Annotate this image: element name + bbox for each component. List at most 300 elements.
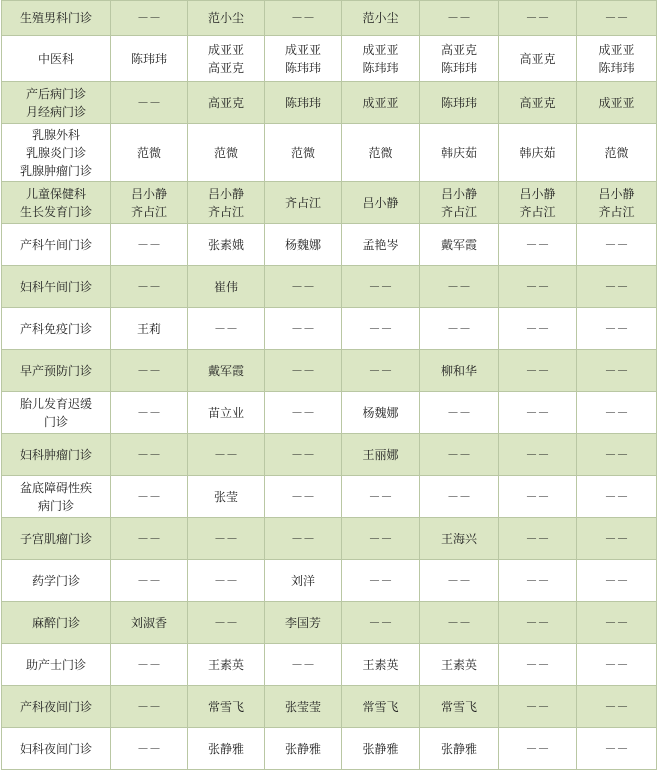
doctor-cell: [577, 644, 657, 686]
doctor-cell: [577, 266, 657, 308]
department-cell: [2, 308, 111, 350]
doctor-name: －－: [525, 741, 550, 756]
doctor-cell: [420, 434, 499, 476]
department-name: 妇科夜间门诊: [19, 741, 92, 756]
doctor-name: －－: [290, 321, 315, 336]
table-row: [2, 728, 657, 770]
doctor-name: 范微: [213, 145, 238, 160]
department-name: 麻醉门诊: [31, 615, 80, 630]
doctor-cell: [111, 434, 188, 476]
doctor-name: －－: [213, 615, 238, 630]
doctor-name: 戴军霞: [440, 237, 477, 252]
department-cell: [2, 36, 111, 82]
doctor-cell: [577, 308, 657, 350]
doctor-cell: [265, 1, 342, 36]
doctor-cell: [342, 728, 420, 770]
doctor-cell: [577, 560, 657, 602]
doctor-cell: [188, 350, 265, 392]
doctor-cell: [577, 224, 657, 266]
doctor-cell: [265, 560, 342, 602]
doctor-cell: [342, 266, 420, 308]
doctor-name: 张静雅: [284, 741, 321, 756]
department-cell: [2, 124, 111, 182]
doctor-name: 成亚亚: [362, 42, 399, 57]
doctor-cell: [111, 36, 188, 82]
doctor-name: 张莹莹: [284, 699, 321, 714]
doctor-cell: [499, 82, 577, 124]
doctor-name: 杨魏娜: [284, 237, 321, 252]
doctor-name: －－: [136, 447, 161, 462]
doctor-cell: [420, 644, 499, 686]
doctor-cell: [342, 124, 420, 182]
doctor-cell: [188, 602, 265, 644]
doctor-name: －－: [604, 11, 629, 25]
doctor-name: －－: [604, 657, 629, 672]
doctor-cell: [188, 434, 265, 476]
doctor-cell: [420, 602, 499, 644]
doctor-name: 成亚亚: [362, 95, 399, 110]
doctor-cell: [188, 266, 265, 308]
doctor-name: －－: [136, 699, 161, 714]
doctor-cell: [342, 182, 420, 224]
table-row: [2, 266, 657, 308]
doctor-name: 柳和华: [440, 363, 477, 378]
doctor-name: 齐占江: [519, 204, 556, 219]
doctor-name: 张静雅: [440, 741, 477, 756]
doctor-cell: [342, 434, 420, 476]
doctor-name: －－: [290, 405, 315, 420]
doctor-cell: [265, 124, 342, 182]
doctor-cell: [188, 36, 265, 82]
doctor-name: 高亚克: [440, 42, 477, 57]
doctor-name: 戴军霞: [207, 363, 244, 378]
doctor-name: －－: [368, 573, 393, 588]
doctor-cell: [420, 124, 499, 182]
doctor-name: －－: [136, 279, 161, 294]
doctor-name: －－: [368, 321, 393, 336]
table-row: [2, 182, 657, 224]
doctor-name: －－: [446, 447, 471, 462]
doctor-cell: [342, 82, 420, 124]
doctor-cell: [265, 350, 342, 392]
doctor-name: －－: [525, 447, 550, 462]
doctor-name: 成亚亚: [598, 42, 635, 57]
table-row: [2, 392, 657, 434]
doctor-cell: [577, 434, 657, 476]
department-cell: [2, 82, 111, 124]
doctor-name: 常雪飞: [440, 699, 477, 714]
department-cell: [2, 644, 111, 686]
doctor-cell: [420, 686, 499, 728]
doctor-cell: [265, 476, 342, 518]
doctor-name: －－: [604, 531, 629, 546]
table-row: [2, 434, 657, 476]
doctor-name: 成亚亚: [598, 95, 635, 110]
doctor-cell: [342, 686, 420, 728]
department-name: 乳腺外科: [31, 127, 80, 142]
doctor-cell: [111, 518, 188, 560]
doctor-name: －－: [368, 363, 393, 378]
doctor-name: 范微: [604, 145, 629, 160]
doctor-cell: [499, 392, 577, 434]
doctor-cell: [188, 392, 265, 434]
doctor-name: 范微: [290, 145, 315, 160]
department-name: 月经病门诊: [25, 104, 86, 119]
doctor-name: －－: [525, 573, 550, 588]
doctor-cell: [420, 36, 499, 82]
doctor-cell: [342, 36, 420, 82]
department-cell: [2, 1, 111, 36]
table-row: [2, 224, 657, 266]
department-name: 乳腺肿瘤门诊: [19, 163, 92, 178]
doctor-name: －－: [525, 531, 550, 546]
doctor-cell: [420, 392, 499, 434]
doctor-cell: [188, 124, 265, 182]
table-row: [2, 518, 657, 560]
doctor-name: 韩庆茹: [519, 145, 556, 160]
doctor-cell: [420, 476, 499, 518]
department-cell: [2, 560, 111, 602]
doctor-name: 陈玮玮: [284, 95, 321, 110]
doctor-name: －－: [290, 447, 315, 462]
doctor-name: 王素英: [362, 657, 399, 672]
doctor-cell: [188, 518, 265, 560]
doctor-name: 高亚克: [207, 95, 244, 110]
doctor-name: 苗立业: [207, 405, 244, 420]
table-row: [2, 476, 657, 518]
doctor-name: 刘洋: [290, 573, 315, 588]
department-name: 生殖男科门诊: [19, 11, 92, 25]
doctor-cell: [342, 602, 420, 644]
doctor-cell: [265, 266, 342, 308]
doctor-name: 李国芳: [284, 615, 321, 630]
doctor-cell: [499, 124, 577, 182]
doctor-name: 吕小静: [130, 186, 167, 201]
doctor-cell: [420, 518, 499, 560]
doctor-name: 陈玮玮: [130, 51, 167, 66]
doctor-name: －－: [213, 321, 238, 336]
doctor-name: 陈玮玮: [362, 60, 399, 75]
department-cell: [2, 476, 111, 518]
doctor-name: －－: [525, 11, 550, 25]
doctor-name: －－: [290, 279, 315, 294]
doctor-name: －－: [525, 405, 550, 420]
doctor-name: －－: [446, 11, 471, 25]
doctor-name: 孟艳岑: [362, 237, 399, 252]
doctor-cell: [265, 392, 342, 434]
department-cell: [2, 602, 111, 644]
table-row: [2, 36, 657, 82]
doctor-cell: [577, 518, 657, 560]
doctor-name: －－: [525, 363, 550, 378]
department-name: 产科午间门诊: [19, 237, 92, 252]
doctor-name: －－: [604, 489, 629, 504]
department-name: 妇科午间门诊: [19, 279, 92, 294]
doctor-name: －－: [604, 741, 629, 756]
doctor-cell: [188, 224, 265, 266]
doctor-cell: [188, 1, 265, 36]
doctor-name: －－: [604, 447, 629, 462]
doctor-name: 王海兴: [440, 531, 477, 546]
doctor-cell: [420, 182, 499, 224]
doctor-cell: [188, 728, 265, 770]
doctor-name: 齐占江: [598, 204, 635, 219]
doctor-name: 吕小静: [362, 195, 399, 210]
doctor-cell: [111, 308, 188, 350]
doctor-name: －－: [446, 405, 471, 420]
doctor-cell: [577, 124, 657, 182]
doctor-name: 高亚克: [207, 60, 244, 75]
doctor-name: －－: [525, 237, 550, 252]
doctor-cell: [111, 644, 188, 686]
doctor-name: 范小尘: [207, 11, 244, 25]
doctor-cell: [342, 518, 420, 560]
doctor-name: －－: [446, 321, 471, 336]
department-name: 生长发育门诊: [19, 204, 92, 219]
doctor-name: 吕小静: [440, 186, 477, 201]
doctor-name: －－: [136, 531, 161, 546]
doctor-name: －－: [213, 573, 238, 588]
doctor-cell: [111, 602, 188, 644]
doctor-name: －－: [525, 657, 550, 672]
department-name: 产科免疫门诊: [19, 321, 92, 336]
doctor-cell: [420, 350, 499, 392]
doctor-cell: [499, 350, 577, 392]
doctor-name: －－: [525, 321, 550, 336]
doctor-cell: [499, 308, 577, 350]
department-cell: [2, 182, 111, 224]
table-row: [2, 644, 657, 686]
doctor-name: －－: [290, 531, 315, 546]
doctor-cell: [499, 644, 577, 686]
doctor-name: －－: [604, 699, 629, 714]
doctor-cell: [111, 266, 188, 308]
doctor-name: －－: [525, 279, 550, 294]
department-cell: [2, 686, 111, 728]
doctor-cell: [188, 560, 265, 602]
doctor-cell: [265, 308, 342, 350]
doctor-cell: [188, 644, 265, 686]
department-name: 门诊: [43, 414, 68, 429]
doctor-cell: [188, 82, 265, 124]
doctor-cell: [111, 224, 188, 266]
doctor-name: －－: [290, 11, 315, 25]
doctor-name: －－: [446, 279, 471, 294]
doctor-cell: [265, 434, 342, 476]
doctor-cell: [111, 182, 188, 224]
doctor-name: －－: [290, 489, 315, 504]
doctor-name: －－: [368, 615, 393, 630]
doctor-cell: [499, 728, 577, 770]
doctor-name: 崔伟: [213, 279, 238, 294]
doctor-cell: [577, 476, 657, 518]
doctor-name: 吕小静: [207, 186, 244, 201]
doctor-name: －－: [213, 531, 238, 546]
table-row: [2, 124, 657, 182]
doctor-cell: [499, 602, 577, 644]
doctor-cell: [188, 476, 265, 518]
doctor-name: －－: [213, 447, 238, 462]
doctor-cell: [577, 350, 657, 392]
doctor-name: 齐占江: [207, 204, 244, 219]
department-cell: [2, 224, 111, 266]
doctor-name: 韩庆茹: [440, 145, 477, 160]
table-row: [2, 560, 657, 602]
doctor-cell: [188, 182, 265, 224]
doctor-cell: [265, 686, 342, 728]
doctor-name: 陈玮玮: [598, 60, 635, 75]
doctor-name: 陈玮玮: [440, 60, 477, 75]
doctor-name: 成亚亚: [207, 42, 244, 57]
doctor-name: 刘淑香: [130, 615, 167, 630]
doctor-name: 王素英: [207, 657, 244, 672]
doctor-name: 范小尘: [362, 11, 399, 25]
doctor-name: －－: [368, 531, 393, 546]
doctor-name: －－: [136, 657, 161, 672]
doctor-name: －－: [604, 237, 629, 252]
doctor-name: 张莹: [213, 489, 238, 504]
doctor-cell: [265, 518, 342, 560]
department-name: 乳腺炎门诊: [25, 145, 86, 160]
doctor-name: －－: [136, 405, 161, 420]
department-name: 子宫肌瘤门诊: [19, 531, 92, 546]
doctor-name: －－: [136, 489, 161, 504]
department-cell: [2, 728, 111, 770]
department-name: 儿童保健科: [25, 186, 86, 201]
doctor-name: 成亚亚: [284, 42, 321, 57]
doctor-name: －－: [604, 321, 629, 336]
doctor-name: 常雪飞: [362, 699, 399, 714]
doctor-name: 齐占江: [284, 195, 321, 210]
department-name: 产科夜间门诊: [19, 699, 92, 714]
doctor-cell: [577, 36, 657, 82]
doctor-cell: [111, 350, 188, 392]
doctor-name: －－: [446, 615, 471, 630]
doctor-cell: [499, 224, 577, 266]
doctor-name: 齐占江: [130, 204, 167, 219]
doctor-cell: [342, 644, 420, 686]
doctor-name: －－: [290, 657, 315, 672]
doctor-cell: [111, 82, 188, 124]
doctor-cell: [111, 560, 188, 602]
doctor-cell: [111, 124, 188, 182]
doctor-cell: [577, 392, 657, 434]
doctor-name: －－: [604, 615, 629, 630]
department-name: 盆底障碍性疾: [19, 480, 92, 495]
doctor-cell: [188, 686, 265, 728]
department-name: 早产预防门诊: [19, 363, 92, 378]
table-row: [2, 602, 657, 644]
doctor-name: －－: [136, 237, 161, 252]
doctor-cell: [265, 82, 342, 124]
doctor-cell: [342, 350, 420, 392]
department-cell: [2, 518, 111, 560]
doctor-cell: [499, 36, 577, 82]
doctor-cell: [499, 686, 577, 728]
doctor-name: 吕小静: [598, 186, 635, 201]
doctor-name: 张静雅: [362, 741, 399, 756]
doctor-cell: [577, 602, 657, 644]
doctor-name: －－: [525, 699, 550, 714]
doctor-name: －－: [136, 741, 161, 756]
doctor-name: －－: [446, 489, 471, 504]
doctor-cell: [499, 434, 577, 476]
doctor-cell: [342, 308, 420, 350]
department-name: 病门诊: [37, 498, 74, 513]
doctor-name: －－: [446, 573, 471, 588]
doctor-cell: [420, 728, 499, 770]
doctor-cell: [111, 728, 188, 770]
doctor-cell: [265, 36, 342, 82]
doctor-name: 范微: [136, 145, 161, 160]
doctor-cell: [499, 182, 577, 224]
department-cell: [2, 266, 111, 308]
doctor-cell: [111, 392, 188, 434]
doctor-cell: [577, 1, 657, 36]
department-name: 胎儿发育迟缓: [19, 396, 92, 411]
doctor-name: 王莉: [136, 321, 161, 336]
doctor-cell: [420, 224, 499, 266]
doctor-cell: [420, 1, 499, 36]
doctor-name: －－: [136, 95, 161, 110]
department-cell: [2, 392, 111, 434]
doctor-name: －－: [525, 615, 550, 630]
doctor-cell: [265, 602, 342, 644]
doctor-cell: [265, 728, 342, 770]
doctor-name: －－: [368, 279, 393, 294]
schedule-body: [2, 1, 657, 770]
table-row: [2, 686, 657, 728]
doctor-cell: [342, 560, 420, 602]
doctor-cell: [342, 392, 420, 434]
doctor-name: －－: [136, 363, 161, 378]
doctor-cell: [265, 644, 342, 686]
doctor-cell: [577, 182, 657, 224]
doctor-cell: [420, 266, 499, 308]
doctor-name: 常雪飞: [207, 699, 244, 714]
doctor-name: 高亚克: [519, 95, 556, 110]
table-row: [2, 82, 657, 124]
doctor-cell: [342, 224, 420, 266]
doctor-name: －－: [604, 363, 629, 378]
department-name: 助产士门诊: [25, 657, 86, 672]
doctor-name: －－: [525, 489, 550, 504]
doctor-name: －－: [604, 405, 629, 420]
doctor-cell: [265, 182, 342, 224]
doctor-name: 王丽娜: [362, 447, 399, 462]
doctor-name: 吕小静: [519, 186, 556, 201]
department-name: 妇科肿瘤门诊: [19, 447, 92, 462]
doctor-name: 范微: [368, 145, 393, 160]
doctor-name: 张静雅: [207, 741, 244, 756]
doctor-name: －－: [604, 573, 629, 588]
doctor-cell: [111, 1, 188, 36]
department-cell: [2, 350, 111, 392]
doctor-cell: [499, 560, 577, 602]
doctor-cell: [499, 1, 577, 36]
doctor-name: －－: [368, 489, 393, 504]
doctor-name: －－: [604, 279, 629, 294]
department-name: 产后病门诊: [25, 86, 86, 101]
doctor-cell: [577, 728, 657, 770]
doctor-name: 张素娥: [207, 237, 244, 252]
doctor-name: －－: [290, 363, 315, 378]
table-row: [2, 1, 657, 36]
doctor-cell: [111, 686, 188, 728]
doctor-cell: [499, 266, 577, 308]
doctor-cell: [420, 308, 499, 350]
doctor-cell: [342, 476, 420, 518]
